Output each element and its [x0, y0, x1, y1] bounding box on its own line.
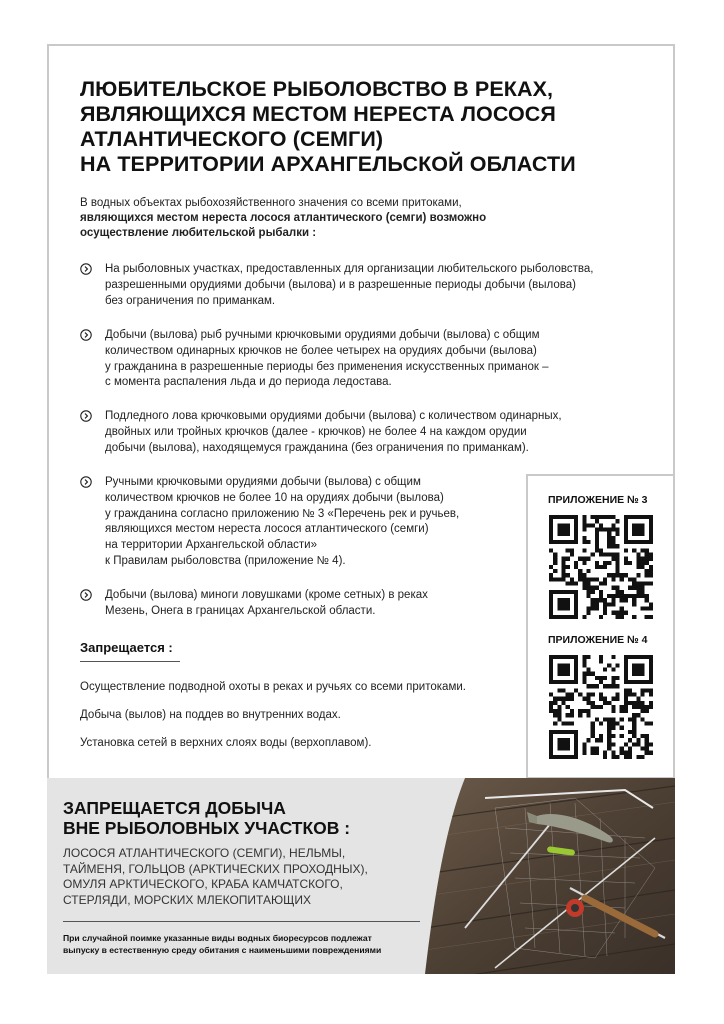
species-line: ОМУЛЯ АРКТИЧЕСКОГО, КРАБА КАМЧАТСКОГО,	[63, 877, 343, 891]
chevron-circle-icon	[80, 476, 92, 488]
forbidden-item: Осуществление подводной охоты в реках и ручьях со всеми притоками.	[80, 681, 466, 693]
title-line: АТЛАНТИЧЕСКОГО (СЕМГИ)	[80, 127, 384, 151]
appendix-3-label: ПРИЛОЖЕНИЕ № 3	[548, 494, 648, 506]
allowed-item-line: Ручными крючковыми орудиями добычи (вылова) с общим	[105, 476, 421, 488]
chevron-circle-icon	[80, 410, 92, 422]
allowed-item-line: разрешенными орудиями добычи (вылова) и в разрешенные периоды добычи (вылова)	[105, 278, 576, 291]
allowed-item-line: с момента распаления льда и до периода ледостава.	[105, 376, 392, 389]
title-line: НА ТЕРРИТОРИИ АРХАНГЕЛЬСКОЙ ОБЛАСТИ	[80, 152, 576, 176]
heading-underline	[80, 661, 180, 662]
appendix-4-label: ПРИЛОЖЕНИЕ № 4	[548, 634, 648, 646]
species-line: ЛОСОСЯ АТЛАНТИЧЕСКОГО (СЕМГИ), НЕЛЬМЫ,	[63, 846, 346, 860]
note-line: При случайной поимке указанные виды водных биоресурсов подлежат	[63, 933, 372, 943]
divider	[63, 921, 420, 922]
allowed-item-line: На рыболовных участках, предоставленных для организации любительского рыболовства,	[105, 263, 594, 275]
bottom-heading-line: ЗАПРЕЩАЕТСЯ ДОБЫЧА	[63, 798, 286, 818]
allowed-item-line: являющихся местом нереста лосося атлантического (семги)	[105, 523, 429, 536]
chevron-circle-icon	[80, 329, 92, 341]
bottom-heading-line: ВНЕ РЫБОЛОВНЫХ УЧАСТКОВ :	[63, 818, 351, 838]
intro-line: В водных объектах рыбохозяйственного значения со всеми притоками,	[80, 197, 462, 209]
intro-line-bold: являющихся местом нереста лосося атлантического (семги) возможно	[80, 212, 487, 224]
allowed-item-line: добычи (вылова), находящемуся гражданина (без ограничения по приманкам).	[105, 441, 529, 454]
allowed-item-line: Подледного лова крючковыми орудиями добычи (вылова) с количеством одинарных,	[105, 410, 562, 422]
forbidden-heading: Запрещается :	[80, 640, 173, 655]
qr-code-appendix-4[interactable]	[549, 655, 653, 759]
note-line: выпуску в естественную среду обитания с наименьшими повреждениями	[63, 945, 382, 955]
title-line: ЯВЛЯЮЩИХСЯ МЕСТОМ НЕРЕСТА ЛОСОСЯ	[80, 102, 556, 126]
chevron-circle-icon	[80, 589, 92, 601]
species-line: СТЕРЛЯДИ, МОРСКИХ МЛЕКОПИТАЮЩИХ	[63, 892, 311, 907]
page-title	[80, 77, 640, 177]
allowed-item-line: двойных или тройных крючков (далее - крючков) не более 4 на каждом орудии	[105, 425, 527, 438]
forbidden-item: Добыча (вылов) на поддев во внутренних водах.	[80, 709, 341, 721]
allowed-item-line: Добычи (вылова) рыб ручными крючковыми орудиями добычи (вылова) с общим	[105, 329, 540, 341]
allowed-item-line: количеством одинарных крючков не более четырех на орудиях добычи (вылова)	[105, 344, 537, 357]
qr-code-appendix-3[interactable]	[549, 515, 653, 619]
allowed-item-line: количеством крючков не более 10 на орудиях добычи (вылова)	[105, 491, 444, 504]
allowed-item-line: у гражданина согласно приложению № 3 «Перечень рек и ручьев,	[105, 507, 460, 520]
intro-line-bold: осуществление любительской рыбалки :	[80, 227, 317, 239]
intro-paragraph	[80, 196, 640, 241]
title-line: ЛЮБИТЕЛЬСКОЕ РЫБОЛОВСТВО В РЕКАХ,	[80, 77, 554, 101]
allowed-item-line: Мезень, Онега в границах Архангельской области.	[105, 604, 376, 617]
allowed-item-line: у гражданина в разрешенные периоды без применения искусственных приманок –	[105, 360, 549, 373]
bottom-heading	[63, 798, 350, 838]
chevron-circle-icon	[80, 263, 92, 275]
forbidden-item: Установка сетей в верхних слоях воды (верхоплавом).	[80, 737, 372, 749]
allowed-item-line: Добычи (вылова) миноги ловушками (кроме сетных) в реках	[105, 589, 428, 601]
release-note	[63, 932, 381, 956]
species-line: ТАЙМЕНЯ, ГОЛЬЦОВ (АРКТИЧЕСКИХ ПРОХОДНЫХ),	[63, 861, 368, 876]
allowed-item-line: без ограничения по приманкам.	[105, 294, 276, 307]
allowed-item-line: на территории Архангельской области»	[105, 539, 317, 552]
allowed-item-line: к Правилам рыболовства (приложение № 4).	[105, 554, 346, 567]
fishing-photo	[425, 778, 675, 974]
protected-species-list	[63, 846, 368, 908]
